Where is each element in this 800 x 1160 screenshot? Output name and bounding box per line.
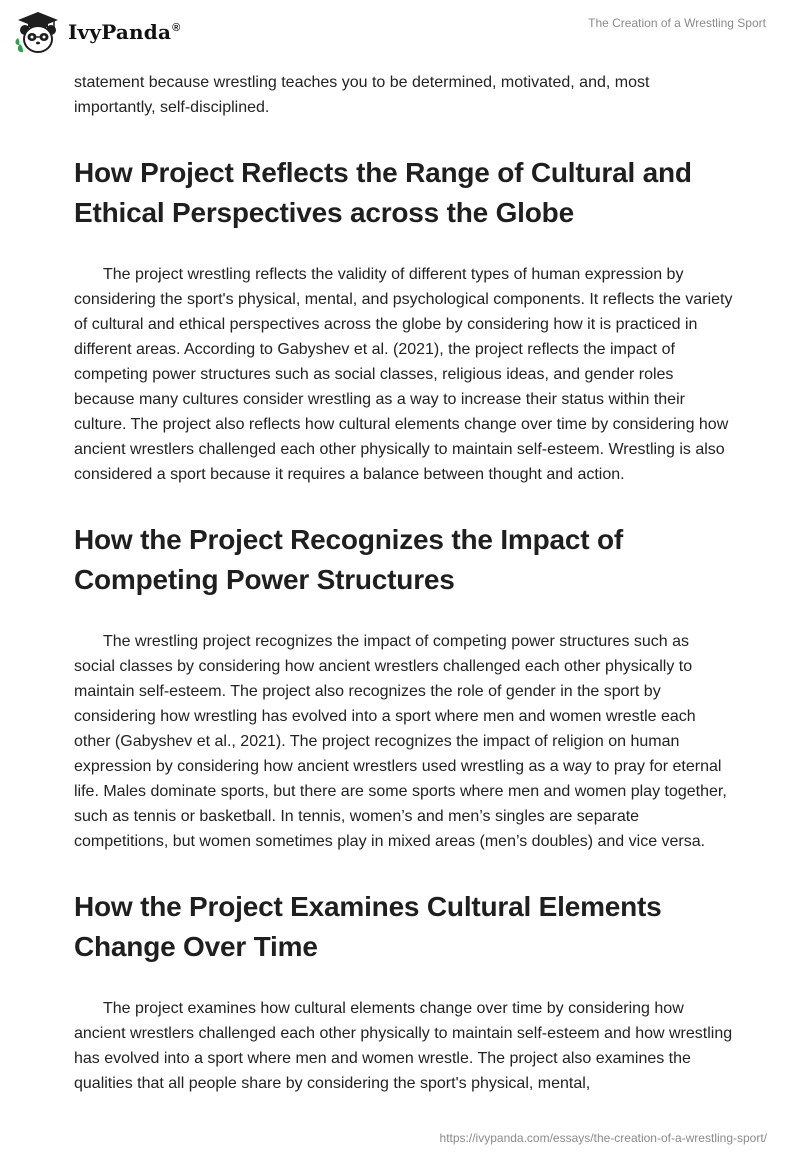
page-header (0, 0, 800, 66)
panda-graduate-icon (14, 8, 62, 56)
section-paragraph-cultural-perspectives: The project wrestling reflects the validity of different types of human expression by considering the sport's physical, mental, and psychological components. It reflects the variety of cultural and ethical perspectives across the globe by considering how it is practiced in different areas. According to Gabyshev et al. (2021), the project reflects the impact of competing power structures such as social classes, religious ideas, and gender roles because many cultures consider wrestling as a way to increase their status within their culture. The project also reflects how cultural elements change over time by considering how ancient wrestlers challenged each other physically to maintain self-esteem. Wrestling is also considered a sport because it requires a balance between thought and action. (74, 266, 733, 483)
document-title: The Creation of a Wrestling Sport (588, 16, 766, 30)
registered-mark: ® (172, 22, 181, 35)
section-paragraph-cultural-change: The project examines how cultural elements change over time by considering how ancient wrestlers challenged each other physically to maintain self-esteem and how wrestling has evolved into a sport where men and women wrestle. The project also examines the qualities that all people share by considering the sport's physical, mental, (74, 1000, 733, 1092)
section-heading-cultural-change: How the Project Examines Cultural Elements Change Over Time (74, 891, 662, 962)
section-paragraph-power-structures: The wrestling project recognizes the impact of competing power structures such as social classes by considering how ancient wrestlers challenged each other physically to maintain self-esteem. The project also recognizes the role of gender in the sport by considering how wrestling has evolved into a sport where men and women wrestle each other (Gabyshev et al., 2021). The project recognizes the impact of religion on human expression by considering how ancient wrestlers used wrestling as a way to pray for eternal life. Males dominate sports, but there are some sports where men and women play together, such as tennis or basketball. In tennis, women’s and men’s singles are separate competitions, but women sometimes play in mixed areas (men’s doubles) and vice versa. (74, 633, 727, 850)
section-heading-cultural-perspectives: How Project Reflects the Range of Cultural and Ethical Perspectives across the Globe (74, 157, 692, 228)
ivypanda-logo[interactable] (14, 8, 180, 56)
essay-body (74, 70, 734, 1096)
source-url[interactable]: https://ivypanda.com/essays/the-creation-of-a-wrestling-sport/ (439, 1131, 767, 1145)
logo-text: IvyPanda® (68, 20, 181, 44)
section-heading-power-structures: How the Project Recognizes the Impact of Competing Power Structures (74, 524, 623, 595)
intro-paragraph: statement because wrestling teaches you to be determined, motivated, and, most importantly, self-disciplined. (74, 74, 650, 116)
